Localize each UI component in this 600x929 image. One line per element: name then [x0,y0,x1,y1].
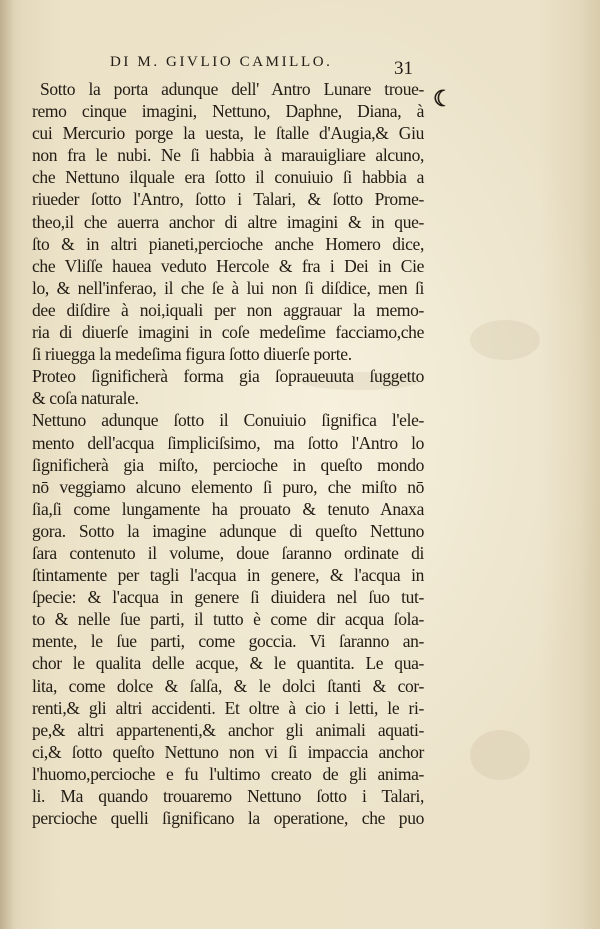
text-line: mente, le ſue parti, come goccia. Vi ſaranno an- [32,631,424,652]
page-number: 31 [394,58,413,79]
text-line: remo cinque imagini, Nettuno, Daphne, Diana, à [32,101,424,122]
text-line: to & nelle ſue parti, il tutto è come dir acqua ſola- [32,609,424,630]
text-line: riueder ſotto l'Antro, ſotto i Talari, & ſotto Prome- [32,189,424,210]
text-line: gora. Sotto la imagine adunque di queſto Nettuno [32,520,424,541]
text-line: Sotto la porta adunque dell' Antro Lunare troue- [40,79,424,99]
text-line: che Nettuno ilquale era ſotto il conuiuio ſi habbia a [32,167,424,188]
text-line: Proteo ſignificherà forma gia ſopraueuuta ſuggetto [32,366,424,387]
text-line: ſia,ſi come lungamente ha prouato & tenuto Anaxa [32,498,424,519]
text-line: ria di diuerſe imagini in coſe medeſime facciamo,che [32,322,424,343]
text-line: & coſa naturale. [32,388,139,409]
text-line: che Vliſſe hauea veduto Hercole & fra i Dei in Cie [32,255,424,276]
text-line: theo,il che auerra anchor di altre imagini & in que- [32,211,424,232]
text-line: ſto & in altri pianeti,percioche anche Homero dice, [32,233,424,254]
text-line: cui Mercurio porge la uesta, le ſtalle d'Augia,& Giu [32,123,424,144]
text-line: l'huomo,percioche e fu l'ultimo creato de gli anima- [32,763,424,784]
running-header: DI M. GIVLIO CAMILLO. [110,54,333,70]
text-line: non fra le nubi. Ne ſi habbia à marauigliare alcuno, [32,145,424,166]
text-line: renti,& gli altri accidenti. Et oltre à cio i letti, le ri- [32,697,424,718]
text-line: ci,& ſotto queſto Nettuno non vi ſi impaccia anchor [32,741,424,762]
text-line: Nettuno adunque ſotto il Conuiuio ſignifica l'ele- [32,410,424,431]
text-line: dee diſdire à noi,iquali per non aggrauar la memo- [32,299,424,320]
text-line: chor le qualita delle acque, & le quantita. Le qua- [32,653,424,674]
paper-stain [470,320,540,360]
text-line: ſignificherà gia miſto, percioche in queſto mondo [32,454,424,475]
text-line: ſpecie: & l'acqua in genere ſi diuidera nel ſuo tut- [32,587,424,608]
text-line: lo, & nell'inferao, il che ſe à lui non ſi diſdice, men ſi [32,277,424,298]
text-line: ſara contenuto il volume, doue ſaranno ordinate di [32,542,424,563]
text-line: ſtintamente per tagli l'acqua in genere, & l'acqua in [32,565,424,586]
body-text [32,78,424,829]
text-line: percioche quelli ſignificano la operatione, che puo [32,808,424,829]
text-line: mento dell'acqua ſimpliciſsimo, ma ſotto l'Antro lo [32,432,424,453]
text-line: lita, come dolce & ſalſa, & le dolci ſtanti & cor- [32,675,424,696]
moon-symbol-icon: ☾ [433,86,453,111]
text-line: pe,& altri appartenenti,& anchor gli animali aquati- [32,719,424,740]
text-line: nō veggiamo alcuno elemento ſi puro, che miſto nō [32,476,424,497]
text-line: ſi riuegga la medeſima figura ſotto diuerſe porte. [32,344,352,365]
paper-stain [470,730,530,780]
text-line: li. Ma quando trouaremo Nettuno ſotto i Talari, [32,786,424,806]
page-gutter-shadow [0,0,14,929]
